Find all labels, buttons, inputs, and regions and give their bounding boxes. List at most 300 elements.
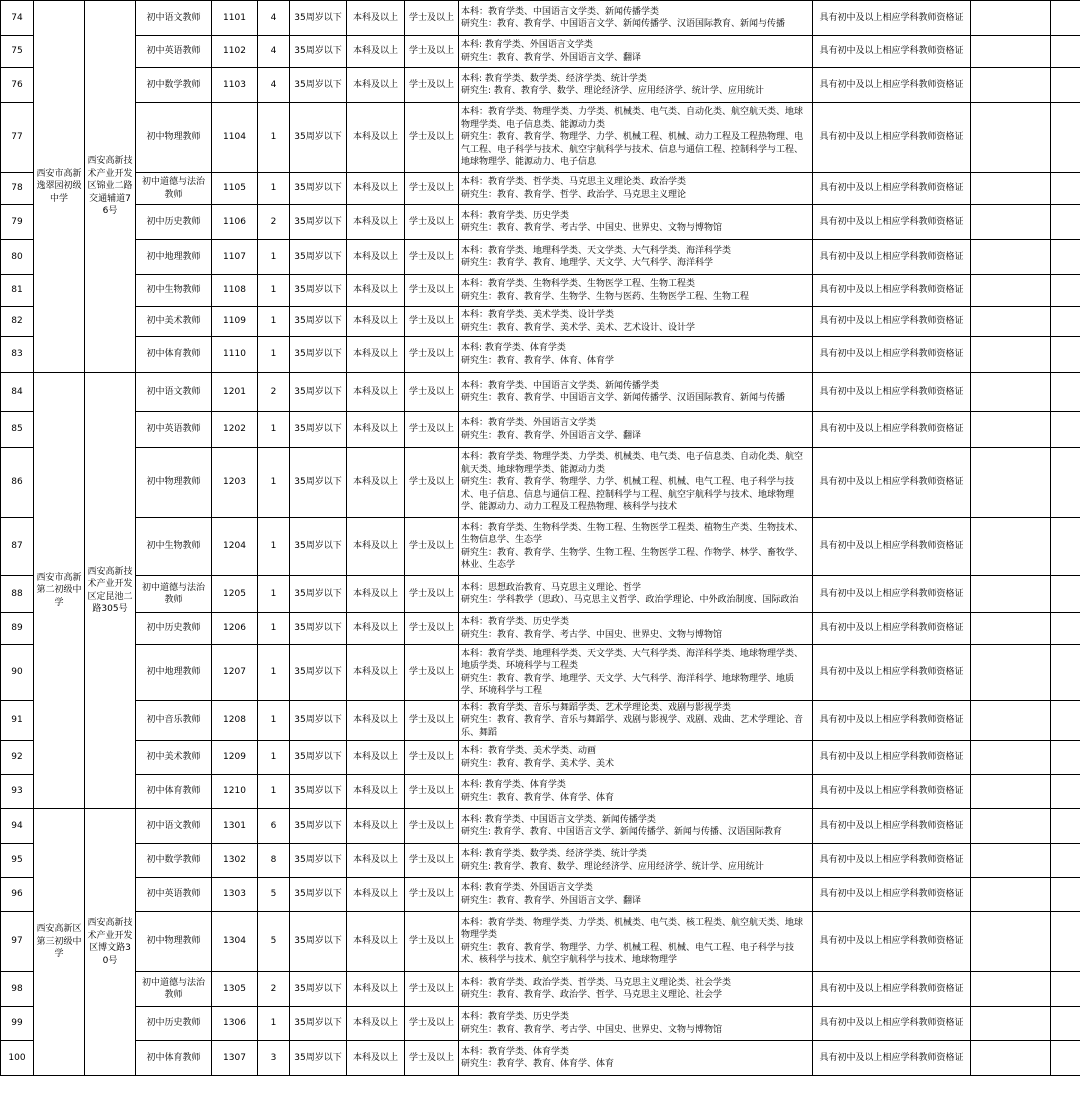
- hire-count: 4: [258, 36, 290, 68]
- table-row: [1, 103, 1080, 173]
- row-number: 82: [1, 307, 34, 337]
- row-number: 87: [1, 518, 34, 576]
- empty-cell: [971, 337, 1051, 373]
- education-requirement: 本科及以上: [347, 972, 405, 1007]
- degree-requirement: 学士及以上: [405, 373, 459, 412]
- age-requirement: 35周岁以下: [290, 205, 347, 240]
- empty-cell: [971, 173, 1051, 205]
- empty-cell: [1051, 878, 1080, 912]
- position-code: 1110: [212, 337, 258, 373]
- empty-cell: [1051, 68, 1080, 103]
- position-name: 初中物理教师: [136, 448, 212, 518]
- table-row: [1, 518, 1080, 576]
- major-requirement: [459, 1, 813, 36]
- degree-requirement: 学士及以上: [405, 645, 459, 701]
- education-requirement: 本科及以上: [347, 337, 405, 373]
- position-name: 初中体育教师: [136, 775, 212, 809]
- major-line: 本科：教育学类、外国语言文学类: [461, 418, 597, 428]
- hire-count: 3: [258, 1041, 290, 1076]
- position-name: 初中语文教师: [136, 809, 212, 844]
- empty-cell: [971, 972, 1051, 1007]
- row-number: 84: [1, 373, 34, 412]
- row-number: 95: [1, 844, 34, 878]
- empty-cell: [971, 1041, 1051, 1076]
- position-code: 1105: [212, 173, 258, 205]
- certificate-requirement: 具有初中及以上相应学科教师资格证: [813, 741, 971, 775]
- school-name: 西安市高新第二初级中学: [34, 373, 85, 809]
- degree-requirement: 学士及以上: [405, 972, 459, 1007]
- education-requirement: 本科及以上: [347, 240, 405, 275]
- degree-requirement: 学士及以上: [405, 448, 459, 518]
- major-line: 研究生：教育、教育学、外国语言文学、翻译: [461, 430, 642, 441]
- degree-requirement: 学士及以上: [405, 844, 459, 878]
- education-requirement: 本科及以上: [347, 103, 405, 173]
- degree-requirement: 学士及以上: [405, 173, 459, 205]
- major-requirement: [459, 337, 813, 373]
- position-code: 1103: [212, 68, 258, 103]
- row-number: 94: [1, 809, 34, 844]
- certificate-requirement: 具有初中及以上相应学科教师资格证: [813, 809, 971, 844]
- empty-cell: [1051, 373, 1080, 412]
- major-line: 研究生：教育、教育学、生物学、生物与医药、生物医学工程、生物工程: [461, 291, 750, 302]
- age-requirement: 35周岁以下: [290, 173, 347, 205]
- major-requirement: [459, 701, 813, 741]
- age-requirement: 35周岁以下: [290, 741, 347, 775]
- degree-requirement: 学士及以上: [405, 205, 459, 240]
- row-number: 77: [1, 103, 34, 173]
- degree-requirement: 学士及以上: [405, 1041, 459, 1076]
- major-requirement: [459, 912, 813, 972]
- hire-count: 1: [258, 103, 290, 173]
- major-requirement: [459, 645, 813, 701]
- empty-cell: [971, 205, 1051, 240]
- education-requirement: 本科及以上: [347, 448, 405, 518]
- major-line: 研究生：教育、教育学、地理学、天文学、大气科学、海洋科学、地球物理学、地质学、环境科学与工程: [461, 673, 795, 696]
- position-code: 1209: [212, 741, 258, 775]
- major-line: 研究生：教育、教育学、中国语言文学、新闻传播学、汉语国际教育、新闻与传播: [461, 19, 786, 29]
- empty-cell: [971, 741, 1051, 775]
- table-row: [1, 448, 1080, 518]
- education-requirement: 本科及以上: [347, 68, 405, 103]
- position-code: 1101: [212, 1, 258, 36]
- empty-cell: [971, 307, 1051, 337]
- education-requirement: 本科及以上: [347, 701, 405, 741]
- empty-cell: [1051, 337, 1080, 373]
- position-code: 1201: [212, 373, 258, 412]
- school-address: 西安高新技术产业开发区锦业二路交通辅道76号: [85, 1, 136, 373]
- position-code: 1203: [212, 448, 258, 518]
- age-requirement: 35周岁以下: [290, 307, 347, 337]
- empty-cell: [971, 1007, 1051, 1041]
- major-line: 本科: 教育学类、体育学类: [461, 780, 566, 790]
- position-name: 初中语文教师: [136, 1, 212, 36]
- age-requirement: 35周岁以下: [290, 701, 347, 741]
- position-code: 1303: [212, 878, 258, 912]
- hire-count: 6: [258, 809, 290, 844]
- row-number: 83: [1, 337, 34, 373]
- major-requirement: [459, 373, 813, 412]
- position-name: 初中道德与法治教师: [136, 173, 212, 205]
- empty-cell: [971, 373, 1051, 412]
- degree-requirement: 学士及以上: [405, 775, 459, 809]
- age-requirement: 35周岁以下: [290, 103, 347, 173]
- degree-requirement: 学士及以上: [405, 741, 459, 775]
- major-requirement: [459, 412, 813, 448]
- degree-requirement: 学士及以上: [405, 809, 459, 844]
- empty-cell: [1051, 912, 1080, 972]
- empty-cell: [971, 68, 1051, 103]
- empty-cell: [1051, 205, 1080, 240]
- age-requirement: 35周岁以下: [290, 878, 347, 912]
- education-requirement: 本科及以上: [347, 275, 405, 307]
- row-number: 74: [1, 1, 34, 36]
- certificate-requirement: 具有初中及以上相应学科教师资格证: [813, 448, 971, 518]
- position-name: 初中美术教师: [136, 307, 212, 337]
- certificate-requirement: 具有初中及以上相应学科教师资格证: [813, 337, 971, 373]
- table-row: [1, 68, 1080, 103]
- degree-requirement: 学士及以上: [405, 1007, 459, 1041]
- age-requirement: 35周岁以下: [290, 809, 347, 844]
- position-name: 初中体育教师: [136, 1041, 212, 1076]
- row-number: 99: [1, 1007, 34, 1041]
- table-row: [1, 1007, 1080, 1041]
- table-row: [1, 613, 1080, 645]
- major-line: 本科: 教育学类、数学类、经济学类、统计学类: [461, 849, 647, 859]
- degree-requirement: 学士及以上: [405, 337, 459, 373]
- certificate-requirement: 具有初中及以上相应学科教师资格证: [813, 1, 971, 36]
- certificate-requirement: 具有初中及以上相应学科教师资格证: [813, 701, 971, 741]
- major-line: 本科：教育学类、历史学类: [461, 210, 570, 221]
- table-row: [1, 240, 1080, 275]
- major-requirement: [459, 275, 813, 307]
- hire-count: 5: [258, 912, 290, 972]
- hire-count: 8: [258, 844, 290, 878]
- empty-cell: [971, 809, 1051, 844]
- certificate-requirement: 具有初中及以上相应学科教师资格证: [813, 912, 971, 972]
- empty-cell: [1051, 576, 1080, 613]
- major-line: 研究生：教育学、教育、体育学、体育: [461, 1059, 615, 1069]
- position-code: 1304: [212, 912, 258, 972]
- position-code: 1205: [212, 576, 258, 613]
- major-line: 本科：教育学类、哲学类、马克思主义理论类、政治学类: [461, 177, 687, 187]
- major-line: 本科：教育学类、历史学类: [461, 1012, 570, 1022]
- certificate-requirement: 具有初中及以上相应学科教师资格证: [813, 878, 971, 912]
- row-number: 89: [1, 613, 34, 645]
- empty-cell: [971, 275, 1051, 307]
- major-line: 本科：教育学类、物理学类、力学类、机械类、电气类、自动化类、航空航天类、地球物理学类、电子信息类、能源动力类: [461, 107, 804, 130]
- major-line: 本科：教育学类、中国语言文学类、新闻传播学类: [461, 380, 660, 391]
- table-row: [1, 912, 1080, 972]
- empty-cell: [1051, 518, 1080, 576]
- empty-cell: [1051, 844, 1080, 878]
- education-requirement: 本科及以上: [347, 775, 405, 809]
- certificate-requirement: 具有初中及以上相应学科教师资格证: [813, 173, 971, 205]
- major-line: 本科：教育学类、物理学类、力学类、机械类、电气类、电子信息类、自动化类、航空航天类、地球物理学类、能源动力类: [461, 452, 804, 475]
- row-number: 76: [1, 68, 34, 103]
- degree-requirement: 学士及以上: [405, 912, 459, 972]
- education-requirement: 本科及以上: [347, 36, 405, 68]
- hire-count: 1: [258, 741, 290, 775]
- age-requirement: 35周岁以下: [290, 518, 347, 576]
- major-line: 本科：教育学类、历史学类: [461, 617, 570, 627]
- age-requirement: 35周岁以下: [290, 275, 347, 307]
- age-requirement: 35周岁以下: [290, 412, 347, 448]
- major-line: 本科：教育学类、体育学类: [461, 1046, 570, 1057]
- major-line: 研究生：教育、教育学、考古学、中国史、世界史、文物与博物馆: [461, 629, 723, 640]
- hire-count: 1: [258, 275, 290, 307]
- position-code: 1210: [212, 775, 258, 809]
- hire-count: 1: [258, 412, 290, 448]
- row-number: 81: [1, 275, 34, 307]
- table-row: [1, 701, 1080, 741]
- row-number: 90: [1, 645, 34, 701]
- position-code: 1305: [212, 972, 258, 1007]
- position-name: 初中物理教师: [136, 912, 212, 972]
- age-requirement: 35周岁以下: [290, 36, 347, 68]
- position-name: 初中历史教师: [136, 613, 212, 645]
- row-number: 78: [1, 173, 34, 205]
- age-requirement: 35周岁以下: [290, 972, 347, 1007]
- empty-cell: [1051, 809, 1080, 844]
- hire-count: 2: [258, 373, 290, 412]
- education-requirement: 本科及以上: [347, 173, 405, 205]
- major-line: 研究生：学科教学（思政）、马克思主义哲学、政治学理论、中外政治制度、国际政治: [461, 595, 799, 605]
- major-line: 本科：教育学类、地理科学类、天文学类、大气科学类、海洋科学类、地球物理学类、地质学类、环境科学与工程类: [461, 648, 804, 671]
- major-requirement: [459, 1041, 813, 1076]
- table-row: [1, 775, 1080, 809]
- position-name: 初中英语教师: [136, 36, 212, 68]
- certificate-requirement: 具有初中及以上相应学科教师资格证: [813, 373, 971, 412]
- education-requirement: 本科及以上: [347, 741, 405, 775]
- major-line: 研究生: 教育、教育学、数学、理论经济学、应用经济学、统计学、应用统计: [461, 86, 764, 96]
- hire-count: 1: [258, 576, 290, 613]
- empty-cell: [1051, 412, 1080, 448]
- age-requirement: 35周岁以下: [290, 1007, 347, 1041]
- empty-cell: [1051, 275, 1080, 307]
- major-line: 研究生：教育、教育学、音乐与舞蹈学、戏剧与影视学、戏剧、戏曲、艺术学理论、音乐、舞蹈: [461, 715, 804, 738]
- age-requirement: 35周岁以下: [290, 1, 347, 36]
- position-code: 1202: [212, 412, 258, 448]
- major-line: 本科：教育学类、美术学类、设计学类: [461, 310, 615, 320]
- certificate-requirement: 具有初中及以上相应学科教师资格证: [813, 972, 971, 1007]
- row-number: 75: [1, 36, 34, 68]
- major-line: 研究生：教育、教育学、美术学、美术、艺术设计、设计学: [461, 322, 696, 333]
- major-line: 本科: 教育学类、体育学类: [461, 343, 566, 353]
- position-code: 1208: [212, 701, 258, 741]
- table-row: [1, 307, 1080, 337]
- row-number: 97: [1, 912, 34, 972]
- empty-cell: [971, 1, 1051, 36]
- table-row: [1, 205, 1080, 240]
- empty-cell: [971, 878, 1051, 912]
- age-requirement: 35周岁以下: [290, 448, 347, 518]
- empty-cell: [971, 240, 1051, 275]
- major-line: 本科: 教育学类、数学类、经济学类、统计学类: [461, 73, 647, 84]
- hire-count: 4: [258, 68, 290, 103]
- education-requirement: 本科及以上: [347, 307, 405, 337]
- certificate-requirement: 具有初中及以上相应学科教师资格证: [813, 68, 971, 103]
- position-code: 1306: [212, 1007, 258, 1041]
- hire-count: 1: [258, 1007, 290, 1041]
- position-code: 1301: [212, 809, 258, 844]
- education-requirement: 本科及以上: [347, 809, 405, 844]
- empty-cell: [1051, 972, 1080, 1007]
- empty-cell: [1051, 645, 1080, 701]
- hire-count: 5: [258, 878, 290, 912]
- row-number: 80: [1, 240, 34, 275]
- degree-requirement: 学士及以上: [405, 103, 459, 173]
- empty-cell: [1051, 36, 1080, 68]
- certificate-requirement: 具有初中及以上相应学科教师资格证: [813, 518, 971, 576]
- education-requirement: 本科及以上: [347, 1007, 405, 1041]
- major-line: 研究生: 教育学、教育、中国语言文学、新闻传播学、新闻与传播、汉语国际教育: [461, 827, 782, 837]
- empty-cell: [971, 645, 1051, 701]
- position-code: 1107: [212, 240, 258, 275]
- hire-count: 4: [258, 1, 290, 36]
- row-number: 92: [1, 741, 34, 775]
- row-number: 88: [1, 576, 34, 613]
- empty-cell: [971, 412, 1051, 448]
- position-code: 1206: [212, 613, 258, 645]
- age-requirement: 35周岁以下: [290, 373, 347, 412]
- table-row: [1, 275, 1080, 307]
- table-row: [1, 645, 1080, 701]
- major-line: 研究生: 教育学、教育、数学、理论经济学、应用经济学、统计学、应用统计: [461, 861, 764, 872]
- degree-requirement: 学士及以上: [405, 613, 459, 645]
- table-body: [1, 1, 1080, 1076]
- certificate-requirement: 具有初中及以上相应学科教师资格证: [813, 775, 971, 809]
- major-requirement: [459, 1007, 813, 1041]
- degree-requirement: 学士及以上: [405, 1, 459, 36]
- empty-cell: [971, 518, 1051, 576]
- major-line: 本科：教育学类、生物科学类、生物工程、生物医学工程类、植物生产类、生物技术、生物信息学、生态学: [461, 522, 804, 545]
- certificate-requirement: 具有初中及以上相应学科教师资格证: [813, 844, 971, 878]
- age-requirement: 35周岁以下: [290, 68, 347, 103]
- table-row: [1, 741, 1080, 775]
- position-name: 初中数学教师: [136, 844, 212, 878]
- certificate-requirement: 具有初中及以上相应学科教师资格证: [813, 36, 971, 68]
- education-requirement: 本科及以上: [347, 373, 405, 412]
- major-line: 研究生：教育、教育学、外国语言文学、翻译: [461, 895, 642, 906]
- education-requirement: 本科及以上: [347, 1, 405, 36]
- age-requirement: 35周岁以下: [290, 775, 347, 809]
- position-name: 初中音乐教师: [136, 701, 212, 741]
- major-requirement: [459, 844, 813, 878]
- major-line: 研究生：教育、教育学、物理学、力学、机械工程、机械、电气工程、电子科学与技术、电子信息、信息与通信工程、控制科学与工程、航空宇航科学与技术、地球物理学、能源动力、动力工程及工程热物理、核科学与技术: [461, 477, 795, 513]
- empty-cell: [1051, 240, 1080, 275]
- position-name: 初中历史教师: [136, 205, 212, 240]
- age-requirement: 35周岁以下: [290, 576, 347, 613]
- empty-cell: [1051, 173, 1080, 205]
- empty-cell: [1051, 103, 1080, 173]
- major-line: 研究生：教育、教育学、考古学、中国史、世界史、文物与博物馆: [461, 1024, 723, 1035]
- major-requirement: [459, 878, 813, 912]
- position-name: 初中美术教师: [136, 741, 212, 775]
- hire-count: 1: [258, 518, 290, 576]
- major-requirement: [459, 68, 813, 103]
- major-line: 本科：教育学类、地理科学类、天文学类、大气科学类、海洋科学类: [461, 245, 732, 256]
- empty-cell: [971, 775, 1051, 809]
- degree-requirement: 学士及以上: [405, 240, 459, 275]
- major-requirement: [459, 448, 813, 518]
- major-line: 研究生：教育、教育学、生物学、生物工程、生物医学工程、作物学、林学、畜牧学、林业、生态学: [461, 547, 804, 570]
- hire-count: 1: [258, 240, 290, 275]
- education-requirement: 本科及以上: [347, 645, 405, 701]
- hire-count: 1: [258, 645, 290, 701]
- education-requirement: 本科及以上: [347, 412, 405, 448]
- major-requirement: [459, 809, 813, 844]
- empty-cell: [971, 701, 1051, 741]
- empty-cell: [1051, 1041, 1080, 1076]
- major-line: 研究生：教育、教育学、体育、体育学: [461, 355, 615, 366]
- empty-cell: [971, 103, 1051, 173]
- table-row: [1, 1, 1080, 36]
- certificate-requirement: 具有初中及以上相应学科教师资格证: [813, 205, 971, 240]
- major-requirement: [459, 576, 813, 613]
- certificate-requirement: 具有初中及以上相应学科教师资格证: [813, 307, 971, 337]
- hire-count: 2: [258, 972, 290, 1007]
- major-line: 本科：教育学类、音乐与舞蹈学类、艺术学理论类、戏剧与影视学类: [461, 702, 732, 713]
- empty-cell: [1051, 307, 1080, 337]
- education-requirement: 本科及以上: [347, 844, 405, 878]
- degree-requirement: 学士及以上: [405, 412, 459, 448]
- degree-requirement: 学士及以上: [405, 576, 459, 613]
- school-name: 西安市高新逸翠园初级中学: [34, 1, 85, 373]
- position-code: 1109: [212, 307, 258, 337]
- degree-requirement: 学士及以上: [405, 275, 459, 307]
- education-requirement: 本科及以上: [347, 576, 405, 613]
- education-requirement: 本科及以上: [347, 613, 405, 645]
- age-requirement: 35周岁以下: [290, 645, 347, 701]
- age-requirement: 35周岁以下: [290, 912, 347, 972]
- major-requirement: [459, 972, 813, 1007]
- position-name: 初中语文教师: [136, 373, 212, 412]
- major-requirement: [459, 613, 813, 645]
- degree-requirement: 学士及以上: [405, 307, 459, 337]
- empty-cell: [1051, 741, 1080, 775]
- major-requirement: [459, 741, 813, 775]
- empty-cell: [971, 36, 1051, 68]
- empty-cell: [971, 448, 1051, 518]
- row-number: 100: [1, 1041, 34, 1076]
- table-row: [1, 412, 1080, 448]
- degree-requirement: 学士及以上: [405, 878, 459, 912]
- position-name: 初中历史教师: [136, 1007, 212, 1041]
- table-row: [1, 809, 1080, 844]
- row-number: 91: [1, 701, 34, 741]
- school-name: 西安高新区第三初级中学: [34, 809, 85, 1076]
- position-code: 1207: [212, 645, 258, 701]
- row-number: 93: [1, 775, 34, 809]
- table-row: [1, 337, 1080, 373]
- major-requirement: [459, 173, 813, 205]
- position-code: 1104: [212, 103, 258, 173]
- table-row: [1, 576, 1080, 613]
- major-line: 本科：思想政治教育、马克思主义理论、哲学: [461, 582, 642, 593]
- age-requirement: 35周岁以下: [290, 240, 347, 275]
- major-line: 本科: 教育学类、中国语言文学类、新闻传播学类: [461, 814, 656, 825]
- hire-count: 1: [258, 448, 290, 518]
- certificate-requirement: 具有初中及以上相应学科教师资格证: [813, 1041, 971, 1076]
- major-line: 本科: 教育学类、外国语言文学类: [461, 883, 593, 893]
- empty-cell: [971, 912, 1051, 972]
- position-code: 1204: [212, 518, 258, 576]
- certificate-requirement: 具有初中及以上相应学科教师资格证: [813, 240, 971, 275]
- major-requirement: [459, 103, 813, 173]
- position-name: 初中数学教师: [136, 68, 212, 103]
- table-row: [1, 972, 1080, 1007]
- position-name: 初中生物教师: [136, 275, 212, 307]
